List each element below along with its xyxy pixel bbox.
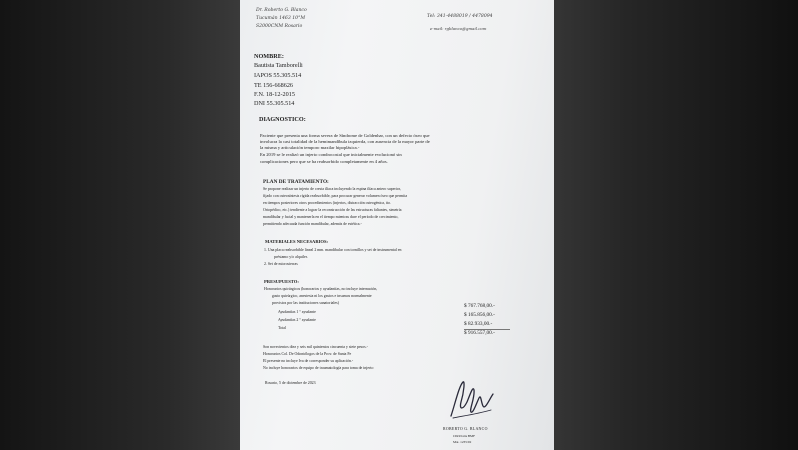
budget-assist1-label: Ayudantías 1 ° ayudante (278, 310, 316, 314)
patient-dni: DNI 55.305.514 (254, 100, 295, 107)
patient-phone: TE 156-668626 (254, 82, 294, 89)
budget-heading: PRESUPUESTO: (264, 279, 299, 284)
patient-iapos: IAPOS 55.305.514 (254, 72, 302, 79)
signature (443, 376, 499, 426)
diagnosis-line: En 2019 se le realizó un injerto condrocostal que inicialmente evolucionó sin (260, 152, 402, 157)
budget-total-amount: $ 916.557,00.- (464, 330, 495, 336)
diagnosis-line: Paciente que presenta una forma severa de Síndrome de Goldenhar, con un defecto óseo que (260, 133, 430, 138)
patient-name: Bautista Tamborelli (254, 62, 303, 69)
budget-assist1-amount: $ 165.856,00.- (464, 312, 495, 318)
budget-intro-line: Honorarios quirúrgicos (honorarios y ayudantías, no incluye internación, (264, 287, 378, 291)
materials-heading: MATERIALES NECESARIOS: (265, 239, 329, 244)
letterhead-email: e-mail: rgblanco@gmail.com (430, 26, 487, 31)
budget-intro-line: gasto quirúrgico, anestesia ni los gastos e insumos normalmente (272, 294, 372, 298)
diagnosis-line: complicaciones pero que se ha reabsorbido completamente en 4 años. (260, 159, 388, 164)
letterhead-phone: Tel: 341-4488019 / 4478094 (427, 14, 493, 19)
budget-assist2-label: Ayudantías 2 ° ayudante (278, 318, 316, 322)
materials-line: préstamo y/o alquiler. (274, 255, 308, 259)
note-line: No incluye honorarios de equipo de traumatología para toma de injerto (263, 366, 374, 370)
budget-surgeon-amount: $ 767.768,00.- (464, 303, 495, 309)
letterhead-city: S2000CNM Rosario (256, 24, 303, 29)
treatment-line: Ortopédico, etc.) tendiente a lograr la reconstrucción de las estructuras faltantes, simetría (263, 208, 402, 212)
note-line: Honorarios Col. De Odontólogos de la Prov. de Santa Fe (263, 352, 352, 356)
background-left (0, 0, 240, 450)
treatment-line: Se propone realizar un injerto de cresta ilíaca incluyendo la espina ilíaca antero superior, (263, 187, 401, 191)
diagnosis-line: involucra la casi totalidad de la hemimandíbula izquierda, con ausencia de la mayor parte de (260, 139, 430, 144)
letterhead-doctor-name: Dr. Roberto G. Blanco (256, 8, 307, 13)
treatment-line: mandibular y facial y mantenerla en el tiempo mientras dure el período de crecimiento, (263, 215, 399, 219)
treatment-line: fijado con osteosíntesis rígida reabsorbible, para procurar generar volumen óseo que permita (263, 194, 408, 198)
diagnosis-line: la misma y articulación temporo maxilar hipoplásica.- (260, 145, 360, 150)
budget-total-label: Total (278, 326, 286, 330)
materials-line: 2. Set de microsierras (264, 262, 298, 266)
budget-assist2-amount: $ 82.933,00.- (464, 321, 493, 327)
materials-line: 1. Una placa reabsorbible lineal 2 mm. mandibular con tornillos y set de instrumental en (264, 248, 402, 252)
letterhead-address: Tucumán 1463 10°M (256, 16, 306, 21)
treatment-heading: PLAN DE TRATAMIENTO: (263, 179, 329, 185)
patient-heading: NOMBRE: (254, 53, 284, 60)
treatment-line: permitiendo adecuada función mandibular, además de estética.- (263, 222, 362, 226)
stamp-name: ROBERTO G. BLANCO (443, 427, 488, 431)
stamp-specialty: CIRUGIA BMF (453, 434, 475, 438)
note-line: Son novecientos diez y seis mil quinientos cincuenta y siete pesos.- (263, 345, 368, 349)
place-date: Rosario, 5 de diciembre de 2023 (265, 381, 316, 385)
budget-intro-line: provistos por las instituciones sanatoriales) (272, 301, 339, 305)
diagnosis-heading: DIAGNOSTICO: (259, 116, 306, 123)
patient-birthdate: F.N. 18-12-2015 (254, 91, 295, 98)
treatment-line: en tiempos posteriores otros procedimientos (injertos, distracción osteogénica, tto. (263, 201, 392, 205)
stamp-license: Mat. 1235/02 (453, 440, 472, 444)
document-page (240, 0, 554, 450)
background-right (553, 0, 798, 450)
note-line: El presente no incluye Iva de corresponder su aplicación.- (263, 359, 354, 363)
